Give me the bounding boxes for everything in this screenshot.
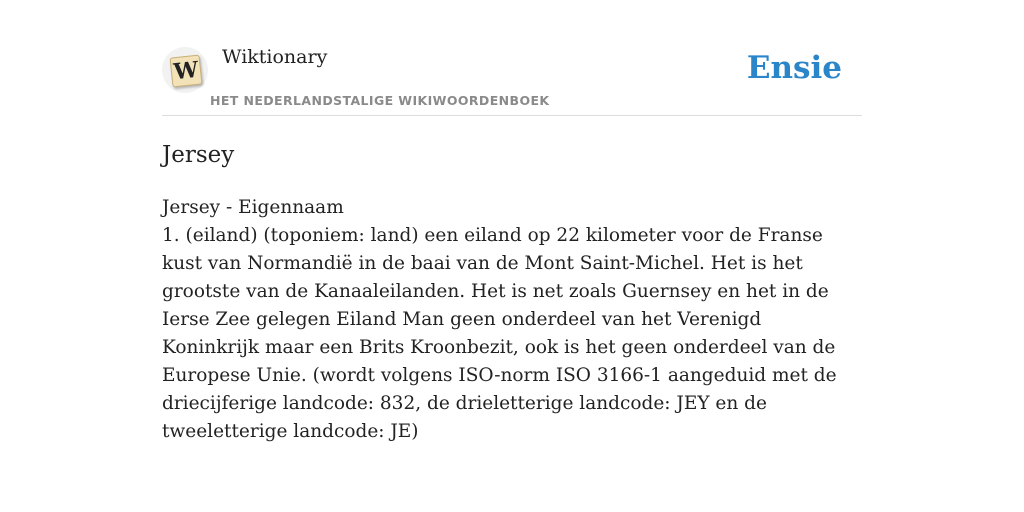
wiktionary-logo-icon[interactable] xyxy=(162,47,208,93)
entry-subtitle: Jersey - Eigennaam xyxy=(162,197,344,218)
logo-tile: W xyxy=(170,55,203,88)
entry-title: Jersey xyxy=(162,142,235,168)
entry-card xyxy=(162,40,862,446)
header xyxy=(162,40,862,116)
entry-body xyxy=(162,194,862,446)
site-tagline: HET NEDERLANDSTALIGE WIKIWOORDENBOEK xyxy=(210,93,550,108)
site-name[interactable]: Wiktionary xyxy=(222,46,328,68)
entry-definition: 1. (eiland) (toponiem: land) een eiland op 22 kilometer voor de Franse kust van Normandië in de baai van de Mont Saint-Michel. Het is het grootste van de Kanaaleilanden. Het is net zoals Guernsey en het in de Ierse Zee gelegen Eiland Man geen onderdeel van het Verenigd Koninkrijk maar een Brits Kroonbezit, ook is het geen onderdeel van de Europese Unie. (wordt volgens ISO-norm ISO 3166-1 aangeduid met de driecijferige landcode: 832, de drieletterige landcode: JEY en de tweeletterige landcode: JE) xyxy=(162,225,837,442)
ensie-brand-link[interactable]: Ensie xyxy=(746,50,842,86)
